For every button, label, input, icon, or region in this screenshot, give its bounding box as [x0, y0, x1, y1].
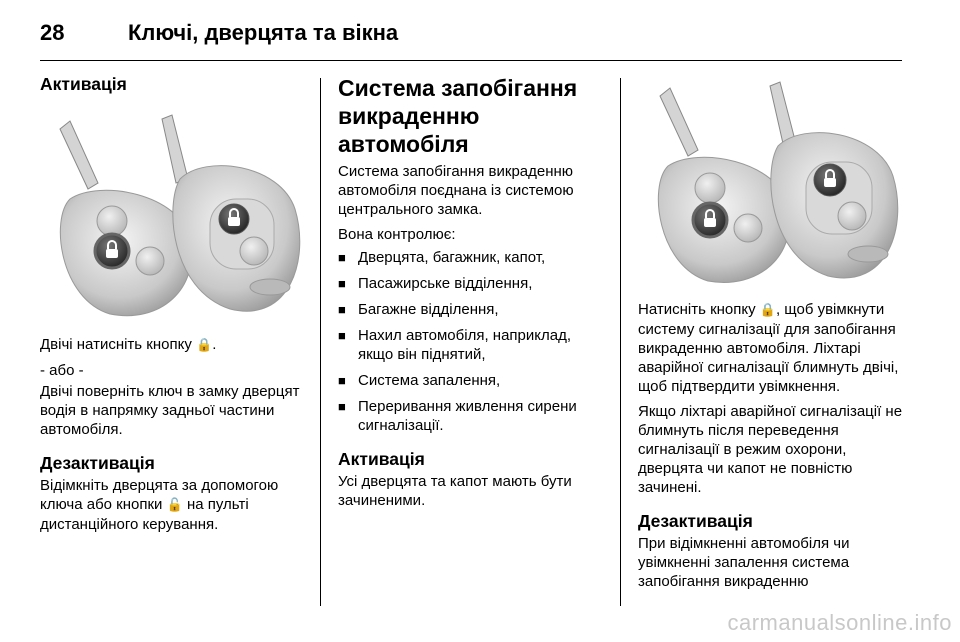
- column-divider-1: [320, 78, 321, 606]
- watermark: carmanualsonline.info: [727, 610, 952, 635]
- section-intro: Система запобігання викраденню автомобіля поєднана із системою центрального замка.: [338, 163, 574, 218]
- activation-alt-instruction: Двічі поверніть ключ в замку дверцят водія в напрямку задньої частини автомобіля.: [40, 383, 300, 438]
- key-fob-figure-right: [638, 74, 900, 288]
- header-divider: [40, 60, 902, 61]
- controls-label: Вона контролює:: [338, 226, 456, 243]
- key-fob-illustration: [40, 109, 302, 323]
- list-item: ■ Переривання живлення сирени сигналізації.: [338, 397, 608, 435]
- warning-text: Якщо ліхтарі аварійної сигналізації не блимнуть після переведення сигналізації в режим охорони, дверцята чи капот не повністю зачинені.: [638, 403, 903, 496]
- column-divider-2: [620, 78, 621, 606]
- key-fob-figure-left: [40, 109, 302, 323]
- deactivation-text-right: При відімкненні автомобіля чи увімкненні запалення система запобігання викраденню: [638, 535, 850, 590]
- list-item: ■ Система запалення,: [338, 371, 608, 390]
- section-title: Система запобігання викраденню автомобіля: [338, 75, 578, 157]
- key-fob-illustration: [638, 74, 900, 288]
- activation-condition: Усі дверцята та капот мають бути зачиненими.: [338, 473, 572, 509]
- page-header: [40, 14, 920, 54]
- middle-column: [338, 74, 608, 516]
- enable-alarm-text: Натисніть кнопку 🔒, щоб увімкнути систему сигналізації для запобігання викраденню автомобіля. Ліхтарі аварійної сигналізації блимнуть двічі, щоб підтвердити увімкнення.: [638, 301, 899, 395]
- list-item: ■ Нахил автомобіля, наприклад, якщо він піднятий,: [338, 326, 608, 364]
- activation-instruction: Двічі натисніть кнопку 🔒.: [40, 336, 217, 353]
- activation-subheading: Активація: [338, 449, 425, 469]
- activation-heading: Активація: [40, 74, 127, 94]
- controlled-items-list: [338, 248, 608, 435]
- deactivation-text: Відімкніть дверцята за допомогою ключа або кнопки 🔓 на пульті дистанційного керування.: [40, 477, 279, 533]
- lock-icon: 🔒: [196, 338, 213, 353]
- left-column: [40, 74, 308, 540]
- list-item: ■ Багажне відділення,: [338, 300, 608, 319]
- page-number: 28: [40, 20, 65, 45]
- unlock-icon: 🔓: [166, 498, 183, 513]
- right-column: [638, 74, 906, 597]
- list-item: ■ Пасажирське відділення,: [338, 274, 608, 293]
- or-separator: - або -: [40, 362, 84, 379]
- deactivation-heading: Дезактивація: [40, 453, 155, 473]
- lock-icon: 🔒: [759, 303, 776, 318]
- deactivation-heading-right: Дезактивація: [638, 511, 753, 531]
- list-item: ■ Дверцята, багажник, капот,: [338, 248, 608, 267]
- chapter-title: Ключі, дверцята та вікна: [128, 20, 399, 45]
